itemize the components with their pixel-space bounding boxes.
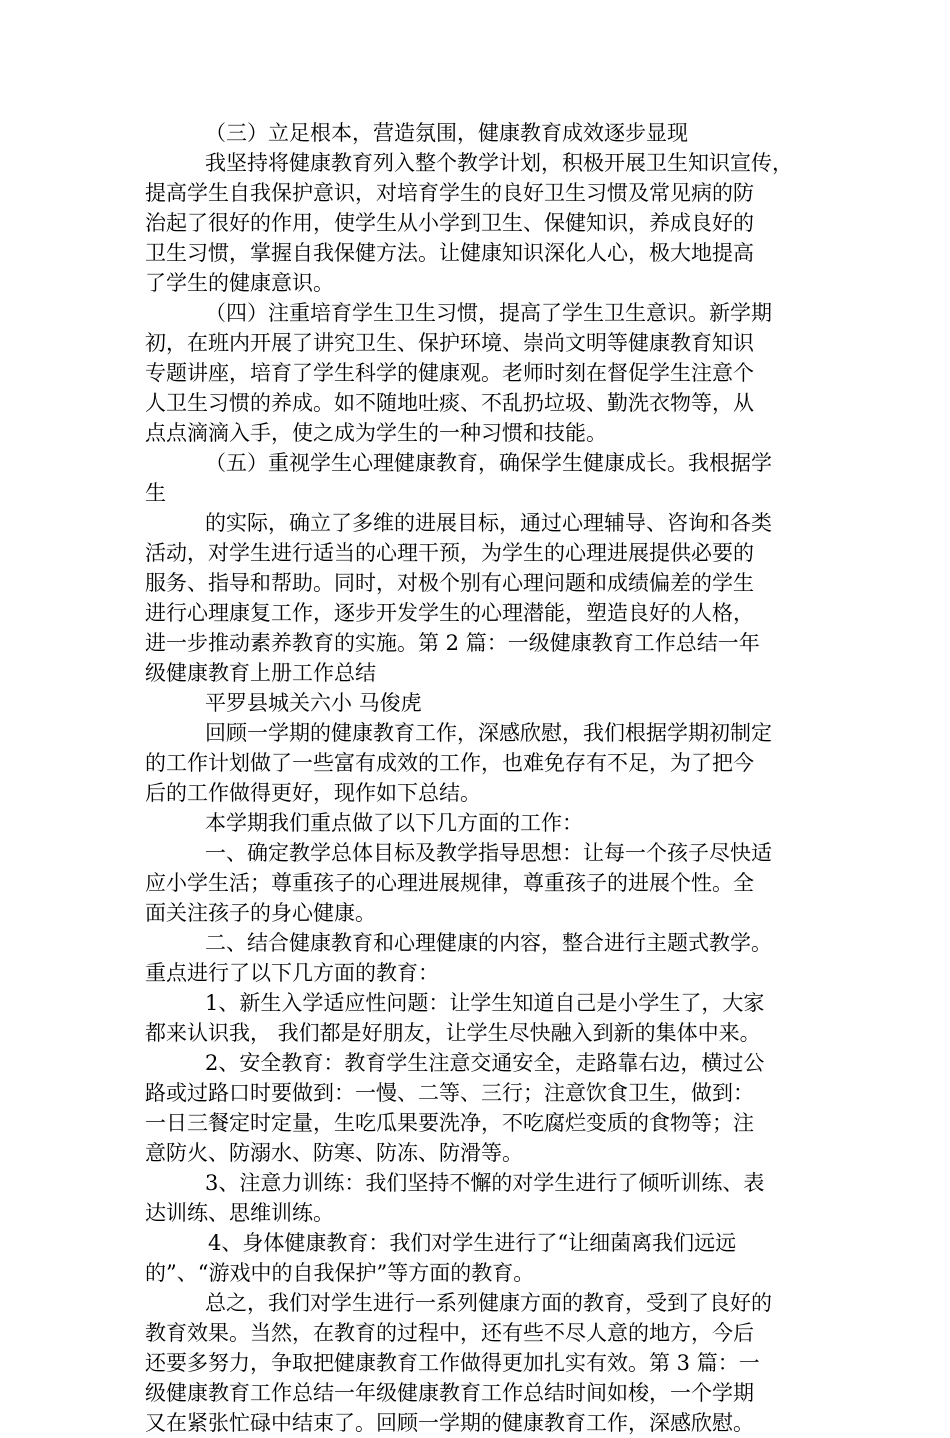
text-line: 服务、指导和帮助。同时，对极个别有心理问题和成绩偏差的学生 [145,571,754,595]
text-line: 生 [145,481,166,505]
text-line: 4、身体健康教育：我们对学生进行了“让细菌离我们远远 [208,1231,737,1255]
text-line: 回顾一学期的健康教育工作，深感欣慰，我们根据学期初制定 [205,721,772,745]
text-line: 一、确定教学总体目标及教学指导思想：让每一个孩子尽快适 [205,841,772,865]
text-line: 2、安全教育：教育学生注意交通安全，走路靠右边，横过公 [205,1051,765,1075]
text-line: 3、注意力训练：我们坚持不懈的对学生进行了倾听训练、表 [205,1171,765,1195]
text-line: 二、结合健康教育和心理健康的内容，整合进行主题式教学。 [205,931,772,955]
text-line: 的工作计划做了一些富有成效的工作，也难免存有不足，为了把今 [145,751,754,775]
text-line: 面关注孩子的身心健康。 [145,901,376,925]
text-line: 意防火、防溺水、防寒、防冻、防滑等。 [145,1141,523,1165]
text-line: 重点进行了以下几方面的教育： [145,961,439,985]
text-line: 级健康教育上册工作总结 [145,661,376,685]
text-line: 提高学生自我保护意识，对培育学生的良好卫生习惯及常见病的防 [145,181,754,205]
text-line: 了学生的健康意识。 [145,271,334,295]
text-line: 总之，我们对学生进行一系列健康方面的教育，受到了良好的 [205,1291,772,1315]
text-line: 平罗县城关六小 马俊虎 [205,691,422,715]
text-line: 一日三餐定时定量，生吃瓜果要洗净，不吃腐烂变质的食物等；注 [145,1111,754,1135]
text-line: 级健康教育工作总结一年级健康教育工作总结时间如梭，一个学期 [145,1381,754,1405]
text-line: （五）重视学生心理健康教育，确保学生健康成长。我根据学 [205,451,772,475]
text-line: （四）注重培育学生卫生习惯，提高了学生卫生意识。新学期 [205,301,772,325]
text-line: 进一步推动素养教育的实施。第 2 篇：一级健康教育工作总结一年 [145,631,760,655]
text-line: 路或过路口时要做到：一慢、二等、三行；注意饮食卫生，做到： [145,1081,754,1105]
text-line: 后的工作做得更好，现作如下总结。 [145,781,481,805]
text-line: 点点滴滴入手，使之成为学生的一种习惯和技能。 [145,421,607,445]
text-line: 达训练、思维训练。 [145,1201,334,1225]
text-line: 本学期我们重点做了以下几方面的工作： [205,811,583,835]
text-line: 卫生习惯，掌握自我保健方法。让健康知识深化人心，极大地提高 [145,241,754,265]
text-line: 活动，对学生进行适当的心理干预，为学生的心理进展提供必要的 [145,541,754,565]
text-line: （三）立足根本，营造氛围，健康教育成效逐步显现 [205,121,688,145]
text-line: 应小学生活；尊重孩子的心理进展规律，尊重孩子的进展个性。全 [145,871,754,895]
text-line: 我坚持将健康教育列入整个教学计划，积极开展卫生知识宣传， [205,151,793,175]
text-line: 又在紧张忙碌中结束了。回顾一学期的健康教育工作，深感欣慰。 [145,1411,754,1435]
text-line: 还要多努力，争取把健康教育工作做得更加扎实有效。第 3 篇：一 [145,1351,760,1375]
text-line: 教育效果。当然，在教育的过程中，还有些不尽人意的地方，今后 [145,1321,754,1345]
text-line: 1、新生入学适应性问题：让学生知道自己是小学生了，大家 [205,991,765,1015]
text-line: 治起了很好的作用，使学生从小学到卫生、保健知识，养成良好的 [145,211,754,235]
text-line: 专题讲座，培育了学生科学的健康观。老师时刻在督促学生注意个 [145,361,754,385]
text-line: 人卫生习惯的养成。如不随地吐痰、不乱扔垃圾、勤洗衣物等，从 [145,391,754,415]
text-line: 初，在班内开展了讲究卫生、保护环境、崇尚文明等健康教育知识 [145,331,754,355]
text-line: 进行心理康复工作，逐步开发学生的心理潜能，塑造良好的人格， [145,601,754,625]
text-line: 的”、“游戏中的自我保护”等方面的教育。 [145,1261,535,1285]
text-line: 都来认识我， 我们都是好朋友，让学生尽快融入到新的集体中来。 [145,1021,761,1045]
text-line: 的实际，确立了多维的进展目标，通过心理辅导、咨询和各类 [205,511,772,535]
